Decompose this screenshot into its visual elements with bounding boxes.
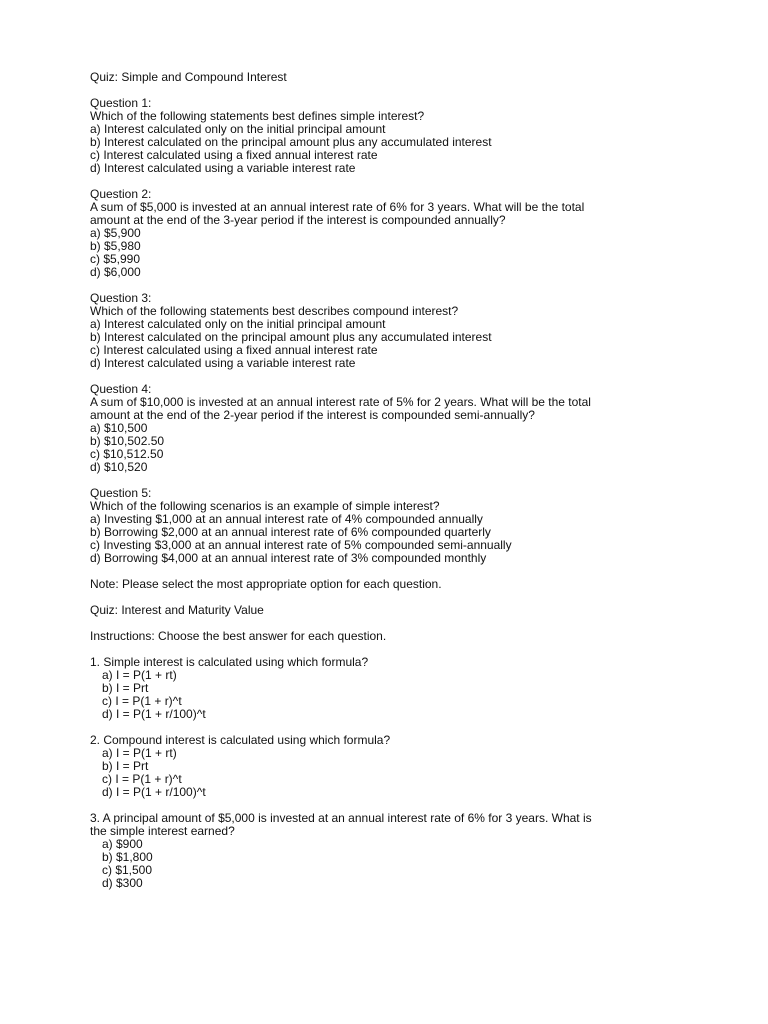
quiz-2-instructions: Instructions: Choose the best answer for each question.: [90, 629, 387, 643]
question-label: Question 4:: [90, 382, 152, 396]
question-text: A sum of $10,000 is invested at an annual interest rate of 5% for 2 years. What will be the total: [90, 395, 591, 409]
question-text: 1. Simple interest is calculated using which formula?: [90, 655, 369, 669]
question-label: Question 3:: [90, 291, 152, 305]
question-label: Question 1:: [90, 96, 152, 110]
answer-option: d) $10,520: [90, 460, 148, 474]
question-label: Question 5:: [90, 486, 152, 500]
answer-option: d) Interest calculated using a variable interest rate: [90, 161, 356, 175]
answer-option: a) I = P(1 + rt): [102, 668, 177, 682]
spacer: [90, 370, 690, 383]
question-text: the simple interest earned?: [90, 824, 235, 838]
answer-option: a) $5,900: [90, 226, 141, 240]
question-text: A sum of $5,000 is invested at an annual interest rate of 6% for 3 years. What will be the total: [90, 200, 585, 214]
question-text: 3. A principal amount of $5,000 is invested at an annual interest rate of 6% for 3 years. What is: [90, 811, 592, 825]
answer-option: a) $900: [102, 837, 143, 851]
question-text: amount at the end of the 2-year period if the interest is compounded semi-annually?: [90, 408, 535, 422]
spacer: [90, 175, 690, 188]
answer-option: c) I = P(1 + r)^t: [102, 694, 182, 708]
answer-option: a) Interest calculated only on the initial principal amount: [90, 317, 386, 331]
question-text: Which of the following statements best defines simple interest?: [90, 109, 425, 123]
answer-option: c) I = P(1 + r)^t: [102, 772, 182, 786]
question-text: amount at the end of the 3-year period if the interest is compounded annually?: [90, 213, 506, 227]
answer-option: a) I = P(1 + rt): [102, 746, 177, 760]
answer-option: a) $10,500: [90, 421, 148, 435]
question-text: 2. Compound interest is calculated using which formula?: [90, 733, 391, 747]
answer-option: c) $5,990: [90, 252, 141, 266]
answer-option: c) Investing $3,000 at an annual interest rate of 5% compounded semi-annually: [90, 538, 512, 552]
answer-option: d) $300: [102, 876, 143, 890]
quiz-2-title: Quiz: Interest and Maturity Value: [90, 603, 264, 617]
answer-option: b) Borrowing $2,000 at an annual interest rate of 6% compounded quarterly: [90, 525, 491, 539]
question-text: Which of the following scenarios is an example of simple interest?: [90, 499, 440, 513]
spacer: [90, 84, 690, 97]
quiz-1-title: Quiz: Simple and Compound Interest: [90, 70, 287, 84]
answer-option: d) I = P(1 + r/100)^t: [102, 707, 206, 721]
spacer: [90, 279, 690, 292]
answer-option: d) I = P(1 + r/100)^t: [102, 785, 206, 799]
answer-option: c) $10,512.50: [90, 447, 164, 461]
answer-option: d) Interest calculated using a variable interest rate: [90, 356, 356, 370]
answer-option: b) I = Prt: [102, 681, 149, 695]
document-page: [90, 71, 690, 890]
answer-option: b) $5,980: [90, 239, 141, 253]
answer-option: b) I = Prt: [102, 759, 149, 773]
quiz-1-note: Note: Please select the most appropriate option for each question.: [90, 577, 442, 591]
answer-option: a) Interest calculated only on the initial principal amount: [90, 122, 386, 136]
spacer: [90, 474, 690, 487]
answer-option: d) Borrowing $4,000 at an annual interest rate of 3% compounded monthly: [90, 551, 487, 565]
answer-option: b) $10,502.50: [90, 434, 165, 448]
answer-option: c) $1,500: [102, 863, 153, 877]
answer-option: b) Interest calculated on the principal amount plus any accumulated interest: [90, 135, 492, 149]
question-label: Question 2:: [90, 187, 152, 201]
answer-option: a) Investing $1,000 at an annual interest rate of 4% compounded annually: [90, 512, 483, 526]
answer-option: b) $1,800: [102, 850, 153, 864]
answer-option: d) $6,000: [90, 265, 141, 279]
question-text: Which of the following statements best describes compound interest?: [90, 304, 459, 318]
answer-option: b) Interest calculated on the principal amount plus any accumulated interest: [90, 330, 492, 344]
answer-option: c) Interest calculated using a fixed annual interest rate: [90, 343, 378, 357]
answer-option: c) Interest calculated using a fixed annual interest rate: [90, 148, 378, 162]
